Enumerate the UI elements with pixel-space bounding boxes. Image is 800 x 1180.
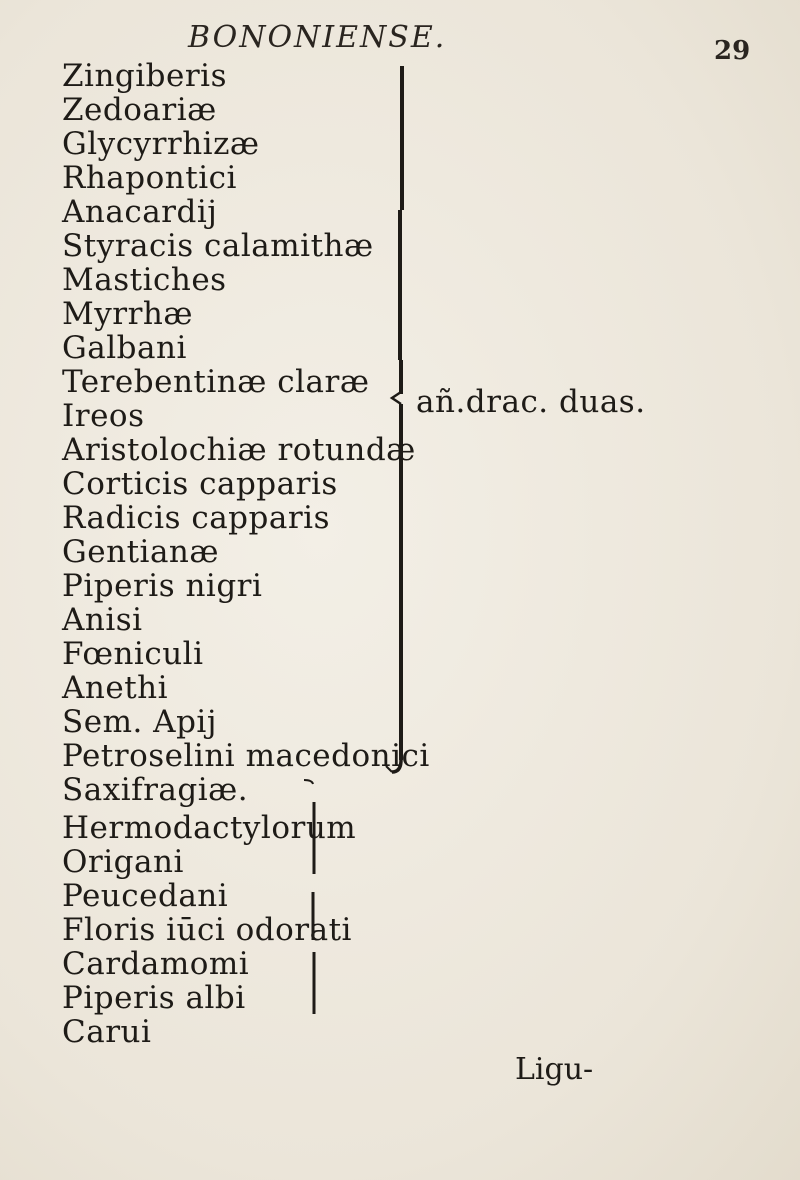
ingredient-line: Petroselini macedonici (62, 738, 430, 774)
ingredient-line: Floris iūci odorati (62, 912, 352, 948)
ingredient-line: Cardamomi (62, 946, 250, 982)
running-head: BONONIENSE. (188, 20, 447, 55)
ingredient-line: Fœniculi (62, 636, 204, 672)
ingredient-line: Origani (62, 844, 184, 880)
ingredient-line: Glycyrrhizæ (62, 126, 260, 162)
group-dose-label: añ.drac. duas. (416, 384, 646, 420)
ingredient-line: Styracis calamithæ (62, 228, 374, 264)
ingredient-line: Anisi (62, 602, 143, 638)
ingredient-line: Mastiches (62, 262, 227, 298)
ingredient-line: Terebentinæ claræ (62, 364, 370, 400)
ingredient-line: Peucedani (62, 878, 229, 914)
ingredient-line: Gentianæ (62, 534, 220, 570)
ingredient-line: Corticis capparis (62, 466, 338, 502)
ingredient-line: Sem. Apij (62, 704, 217, 740)
ingredient-line: Saxifragiæ. (62, 772, 249, 808)
ingredient-line: Carui (62, 1014, 152, 1050)
catchword: Ligu- (515, 1052, 594, 1087)
ingredient-line: Piperis nigri (62, 568, 263, 604)
ingredient-line: Ireos (62, 398, 145, 434)
ingredient-line: Anethi (62, 670, 169, 706)
ingredient-line: Hermodactylorum (62, 810, 357, 846)
ingredient-line: Zingiberis (62, 58, 228, 94)
ingredient-line: Galbani (62, 330, 187, 366)
group-brace (380, 60, 420, 780)
ingredient-line: Anacardij (62, 194, 218, 230)
page-number: 29 (714, 36, 751, 66)
second-group-brace (298, 774, 328, 1024)
ingredient-line: Myrrhæ (62, 296, 193, 332)
ingredient-line: Zedoariæ (62, 92, 217, 128)
ingredient-line: Piperis albi (62, 980, 246, 1016)
ingredient-line: Aristolochiæ rotundæ (62, 432, 416, 468)
ingredient-line: Rhapontici (62, 160, 237, 196)
ingredient-line: Radicis capparis (62, 500, 330, 536)
